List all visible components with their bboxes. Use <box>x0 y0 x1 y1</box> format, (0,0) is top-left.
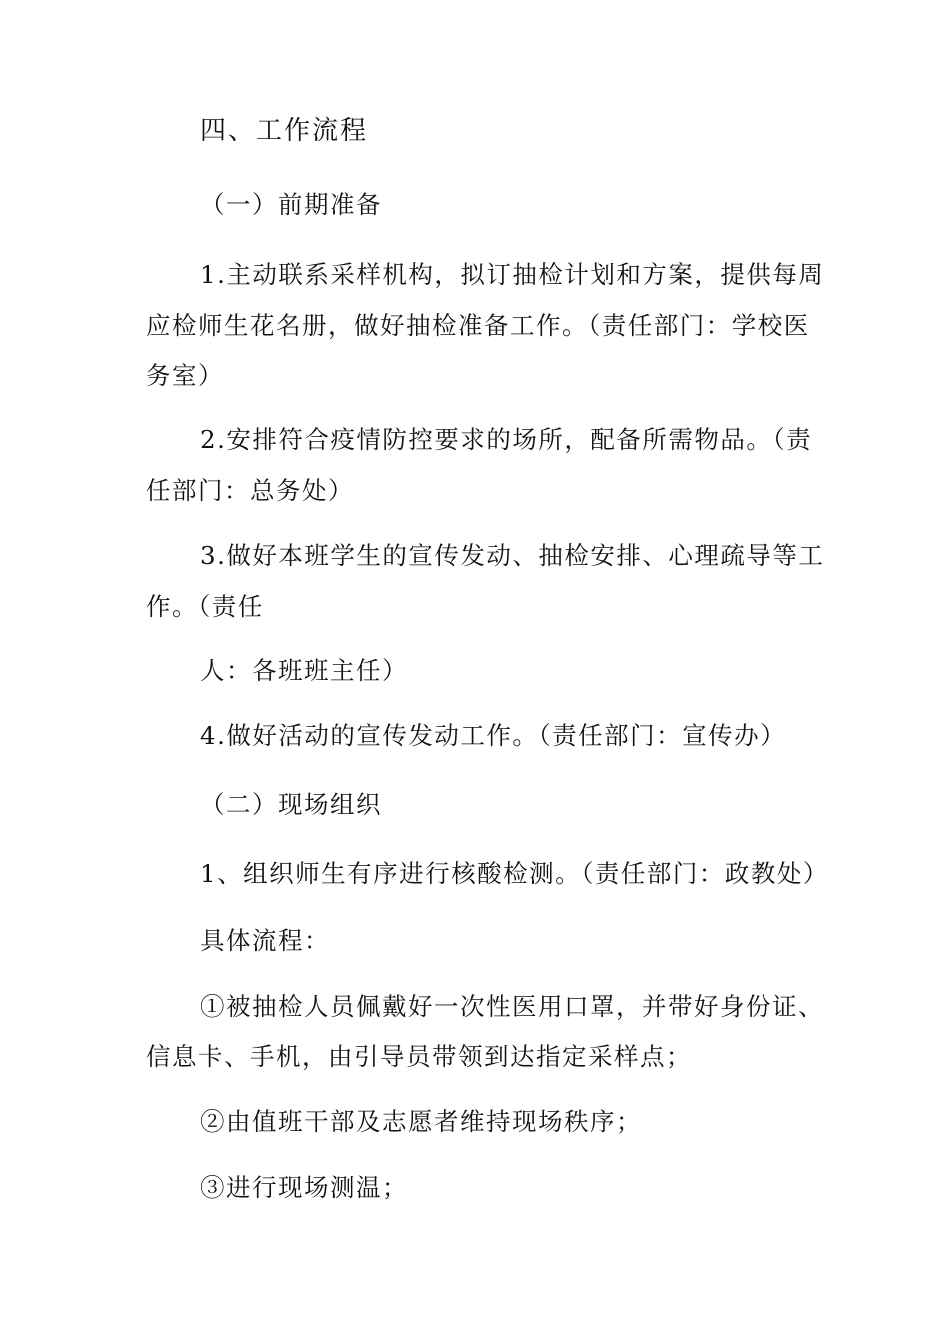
step-3: ③进行现场测温； <box>200 1173 408 1202</box>
item-3-line-1: 3.做好本班学生的宣传发动、抽检安排、心理疏导等工 <box>200 541 825 570</box>
subheading-preparation: （一）前期准备 <box>200 190 382 219</box>
item-2-line-2: 任部门：总务处） <box>146 476 354 505</box>
section-heading: 四、工作流程 <box>200 116 369 146</box>
item-4: 4.做好活动的宣传发动工作。（责任部门：宣传办） <box>200 721 787 750</box>
item-1-line-3: 务室） <box>146 361 224 390</box>
step-1-line-1: ①被抽检人员佩戴好一次性医用口罩，并带好身份证、 <box>200 992 824 1021</box>
item-1-line-1: 1.主动联系采样机构，拟订抽检计划和方案，提供每周 <box>200 260 825 289</box>
step-1-line-2: 信息卡、手机，由引导员带领到达指定采样点； <box>146 1042 692 1071</box>
step-2: ②由值班干部及志愿者维持现场秩序； <box>200 1107 642 1136</box>
onsite-item-1: 1、组织师生有序进行核酸检测。（责任部门：政教处） <box>200 859 829 888</box>
process-label: 具体流程： <box>200 926 330 955</box>
subheading-onsite: （二）现场组织 <box>200 790 382 819</box>
item-3-line-3: 人：各班班主任） <box>200 656 408 685</box>
item-1-line-2: 应检师生花名册，做好抽检准备工作。（责任部门：学校医 <box>146 311 810 340</box>
item-3-line-2: 作。（责任 <box>146 592 264 621</box>
item-2-line-1: 2.安排符合疫情防控要求的场所，配备所需物品。（责 <box>200 425 813 454</box>
